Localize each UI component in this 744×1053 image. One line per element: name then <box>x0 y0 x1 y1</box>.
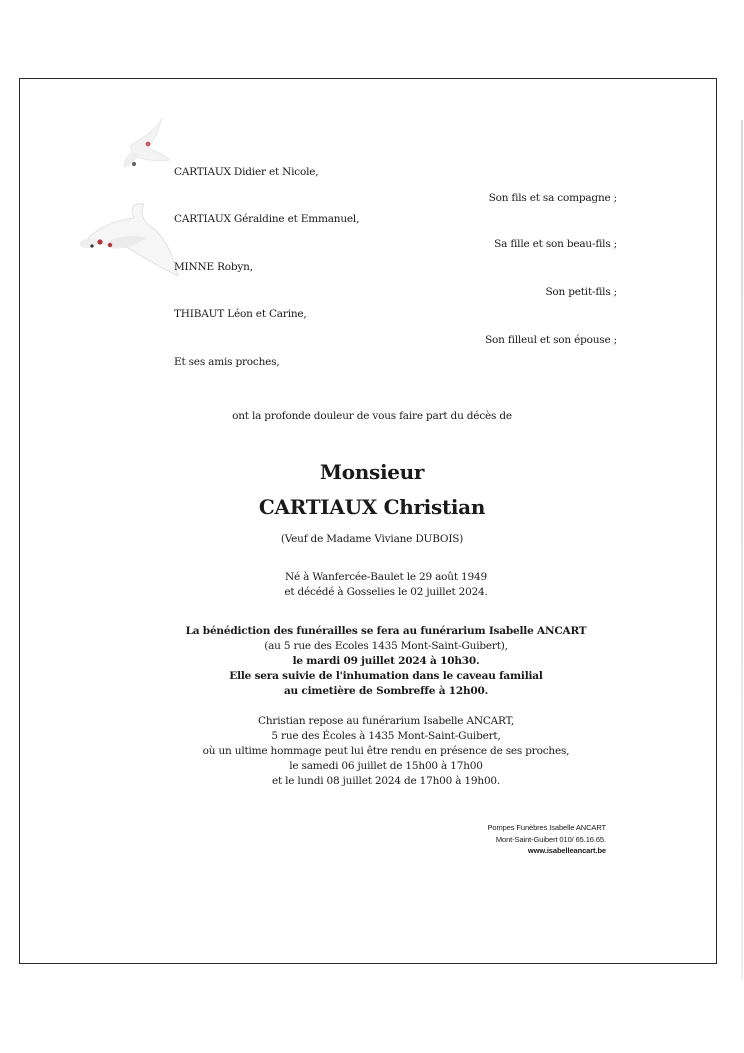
deceased-title: Monsieur <box>319 460 425 484</box>
family-relation-2: Sa fille et son beau-fils ; <box>494 238 617 250</box>
funeral-home-website: www.isabelleancart.be <box>527 846 606 855</box>
visitation-line-2: 5 rue des Écoles à 1435 Mont-Saint-Guibert, <box>271 730 501 742</box>
deceased-name: CARTIAUX Christian <box>258 495 486 519</box>
visitation-line-1: Christian repose au funérarium Isabelle ANCART, <box>258 715 514 727</box>
death-line: et décédé à Gosselies le 02 juillet 2024. <box>284 586 488 598</box>
birth-line: Né à Wanfercée-Baulet le 29 août 1949 <box>285 571 487 583</box>
birth-death-block <box>0 570 744 600</box>
scan-edge <box>741 120 743 980</box>
funeral-line-4: Elle sera suivie de l'inhumation dans le caveau familial <box>229 670 543 682</box>
lower-dove-icon <box>80 204 178 276</box>
funeral-block <box>0 624 744 699</box>
visitation-block <box>0 714 744 789</box>
family-name-4: THIBAUT Léon et Carine, <box>174 308 307 320</box>
funeral-line-5: au cimetière de Sombreffe à 12h00. <box>283 685 489 697</box>
family-name-2: CARTIAUX Géraldine et Emmanuel, <box>174 213 360 225</box>
funeral-line-1: La bénédiction des funérailles se fera au funérarium Isabelle ANCART <box>185 625 587 637</box>
friends-line: Et ses amis proches, <box>174 356 280 368</box>
funeral-line-2: (au 5 rue des Ecoles 1435 Mont-Saint-Guibert), <box>264 640 508 652</box>
family-relation-4: Son filleul et son épouse ; <box>485 334 617 346</box>
family-relation-3: Son petit-fils ; <box>545 286 617 298</box>
visitation-line-5: et le lundi 08 juillet 2024 de 17h00 à 19h00. <box>271 775 501 787</box>
visitation-line-4: le samedi 06 juillet de 15h00 à 17h00 <box>289 760 483 772</box>
family-relation-1: Son fils et sa compagne ; <box>488 192 617 204</box>
upper-dove-icon <box>123 118 170 168</box>
funeral-home-footer <box>488 822 607 857</box>
announcement-text: ont la profonde douleur de vous faire part du décès de <box>232 410 512 422</box>
funeral-home-name: Pompes Funèbres Isabelle ANCART <box>487 823 606 832</box>
white-doves-icon <box>70 108 190 288</box>
family-name-1: CARTIAUX Didier et Nicole, <box>174 166 319 178</box>
funeral-home-address: Mont-Saint-Guibert 010/ 65.16.65. <box>495 834 606 844</box>
family-name-3: MINNE Robyn, <box>174 261 253 273</box>
visitation-line-3: où un ultime hommage peut lui être rendu en présence de ses proches, <box>202 745 570 757</box>
funeral-line-3: le mardi 09 juillet 2024 à 10h30. <box>292 655 480 667</box>
widow-note: (Veuf de Madame Viviane DUBOIS) <box>280 533 464 545</box>
